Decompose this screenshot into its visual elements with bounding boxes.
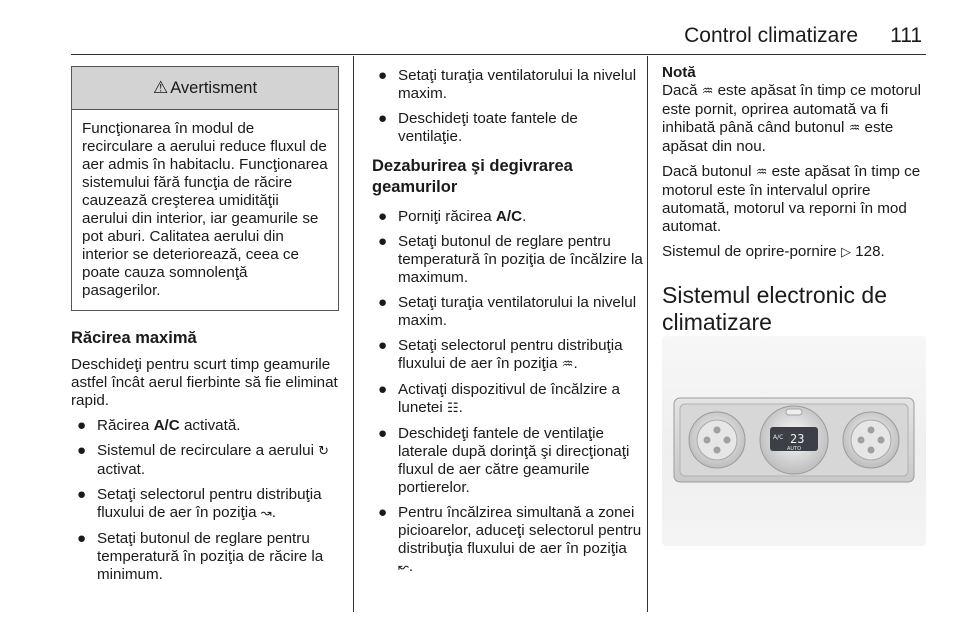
list-item: ● Pentru încălzirea simultană a zonei picioarelor, aduceţi selectorul pentru distribuţia fluxului de aer în poziţia ↜. [378, 504, 642, 575]
windscreen-defrost-icon: ♒ [848, 121, 861, 136]
air-to-feet-windscreen-icon: ↜ [398, 560, 409, 575]
list-item: ● Setaţi butonul de reglare pentru temperatură în poziţia de răcire la minimum. [77, 530, 324, 583]
list-item: ● Răcirea A/C activată. [77, 417, 241, 434]
note-block [662, 64, 930, 236]
rear-window-heating-icon: ☷ [446, 401, 459, 416]
center-display-unit [760, 406, 828, 474]
bullet-icon: ● [378, 67, 388, 84]
page-header [0, 24, 960, 54]
windscreen-defrost-icon: ♒ [561, 357, 574, 372]
air-to-face-icon: ↝ [260, 506, 272, 521]
list-item: ● Porniţi răcirea A/C. [378, 208, 527, 225]
bullet-icon: ● [378, 110, 388, 127]
ac-label: A/C [495, 208, 523, 225]
windscreen-defrost-icon: ♒ [755, 165, 768, 180]
windscreen-defrost-icon: ♒ [701, 84, 714, 99]
ventilation-list [372, 67, 644, 146]
warning-triangle-icon: ⚠ [152, 78, 169, 97]
bullet-icon: ● [378, 337, 388, 354]
note-text-1: Dacă ♒ este apăsat în timp ce motorul este pornit, oprirea automată va fi inhibată până când butonul ♒ este apăsat din nou. [662, 82, 922, 155]
list-item: ● Setaţi turaţia ventilatorului la nivelul maxim. [378, 294, 637, 329]
header-title: Control climatizare [684, 24, 858, 47]
header-rule [71, 54, 926, 55]
display-auto-text: AUTO [787, 446, 802, 452]
defog-list [372, 208, 644, 577]
warning-text: Funcţionarea în modul de recirculare a aerului reduce fluxul de aer admis în habitaclu. Funcţionarea sistemului fără funcţia de răcire cauzează creşterea umidităţii aerului din interior, iar geamurile se pot aburi. Calitatea aerului din interior se deteriorează, ceea ce poate cauza somnolenţă pasagerilor. [82, 120, 328, 299]
list-item: ● Setaţi selectorul pentru distribuţia fluxului de aer în poziţia ♒. [378, 337, 623, 372]
recirculation-icon: ↻ [318, 444, 330, 459]
ac-label: A/C [153, 417, 180, 434]
bullet-icon: ● [77, 486, 87, 503]
bullet-icon: ● [378, 504, 388, 521]
list-item: ● Setaţi butonul de reglare pentru temperatură în poziţia de încălzire la maximum. [378, 233, 643, 286]
warning-header [72, 67, 338, 110]
max-cooling-intro: Deschideţi pentru scurt timp geamurile astfel încât aerul fierbinte să fie eliminat rapid. [71, 356, 338, 409]
warning-box [71, 66, 339, 311]
bullet-icon: ● [378, 425, 388, 442]
column-3 [662, 64, 930, 336]
section-title-electronic-climate: Sistemul electronic de climatizare [662, 282, 887, 335]
section-title-defog: Dezaburirea şi degivrarea geamurilor [372, 157, 573, 196]
bullet-icon: ● [77, 442, 87, 459]
bullet-icon: ● [378, 233, 388, 250]
list-item: ● Deschideţi toate fantele de ventilaţie. [378, 110, 578, 145]
note-text-2: Dacă butonul ♒ este apăsat în timp ce motorul este în intervalul oprire automată, motorul va reporni în mod automat. [662, 163, 921, 235]
left-rotary-knob [689, 412, 745, 468]
bullet-icon: ● [77, 417, 87, 434]
list-item: ● Setaţi selectorul pentru distribuţia fluxului de aer în poziţia ↝. [77, 486, 322, 521]
column-1 [71, 64, 339, 591]
display-ac-text: A/C [773, 434, 784, 441]
list-item: ● Activaţi dispozitivul de încălzire a lunetei ☷. [378, 381, 621, 416]
list-item: ● Sistemul de recirculare a aerului ↻ activat. [77, 442, 330, 478]
note-title: Notă [662, 64, 696, 81]
warning-body [72, 110, 338, 310]
section-title-max-cooling: Răcirea maximă [71, 329, 197, 347]
column-divider-right [647, 56, 648, 612]
page-reference-arrow-icon: ▷ [840, 245, 851, 260]
right-rotary-knob [843, 412, 899, 468]
stop-start-reference: Sistemul de oprire-pornire ▷ 128. [662, 243, 885, 260]
column-divider-left [353, 56, 354, 612]
bullet-icon: ● [77, 530, 87, 547]
list-item: ● Deschideţi fantele de ventilaţie laterale după dorinţă şi direcţionaţi fluxul de aer către geamurile portierelor. [378, 425, 630, 496]
display-temperature-text: 23 [790, 432, 805, 446]
column-2 [372, 64, 644, 584]
climate-control-photo [662, 336, 926, 546]
list-item: ● Setaţi turaţia ventilatorului la nivelul maxim. [378, 67, 637, 102]
bullet-icon: ● [378, 294, 388, 311]
page-number: 111 [890, 24, 922, 47]
max-cooling-list [71, 417, 339, 584]
climate-panel-illustration [662, 336, 926, 546]
bullet-icon: ● [378, 381, 388, 398]
bullet-icon: ● [378, 208, 388, 225]
warning-title: Avertisment [170, 79, 258, 97]
